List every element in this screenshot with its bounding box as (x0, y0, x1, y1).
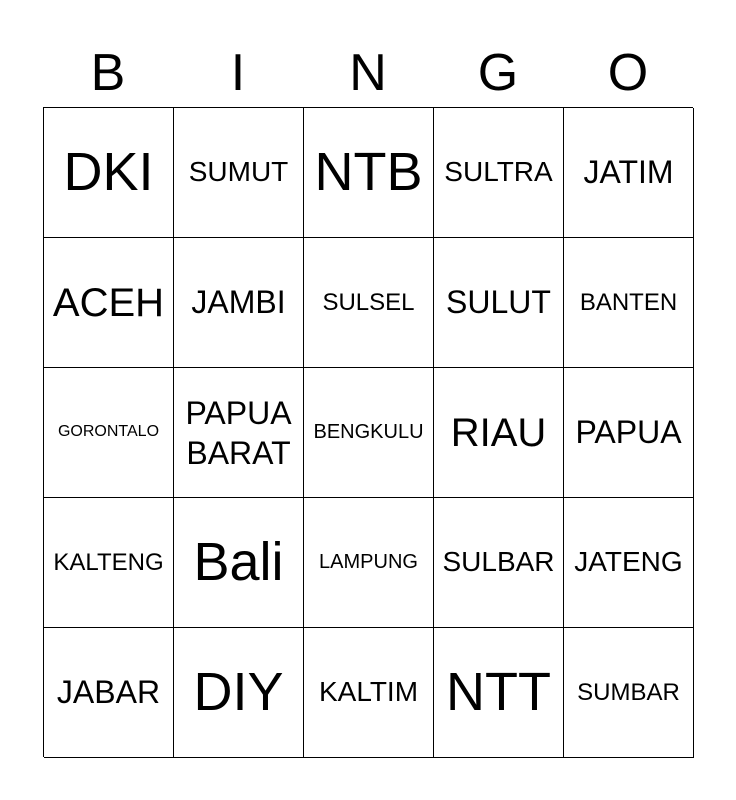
bingo-cell[interactable]: JABAR (44, 628, 174, 758)
header-letter-n: N (349, 44, 387, 102)
bingo-cell[interactable]: PAPUA (564, 368, 694, 498)
bingo-cell[interactable]: RIAU (434, 368, 564, 498)
bingo-cell[interactable]: SULSEL (304, 238, 434, 368)
bingo-cell[interactable]: SUMUT (174, 108, 304, 238)
bingo-cell[interactable]: BANTEN (564, 238, 694, 368)
bingo-cell[interactable]: SULTRA (434, 108, 564, 238)
header-letter-b: B (90, 44, 126, 102)
bingo-cell[interactable]: DIY (174, 628, 304, 758)
header-letter-g: G (477, 44, 519, 102)
bingo-cell[interactable]: GORONTALO (44, 368, 174, 498)
bingo-cell[interactable]: DKI (44, 108, 174, 238)
bingo-cell[interactable]: KALTIM (304, 628, 434, 758)
bingo-cell[interactable]: LAMPUNG (304, 498, 434, 628)
bingo-cell[interactable]: JATIM (564, 108, 694, 238)
bingo-cell[interactable]: BENGKULU (304, 368, 434, 498)
bingo-cell[interactable]: JATENG (564, 498, 694, 628)
bingo-board (43, 107, 693, 757)
bingo-cell[interactable]: SULBAR (434, 498, 564, 628)
bingo-cell[interactable]: JAMBI (174, 238, 304, 368)
bingo-cell[interactable]: ACEH (44, 238, 174, 368)
bingo-cell[interactable]: NTB (304, 108, 434, 238)
header-letter-o: O (607, 44, 649, 102)
bingo-header (43, 40, 693, 106)
bingo-cell[interactable]: SULUT (434, 238, 564, 368)
bingo-cell[interactable]: NTT (434, 628, 564, 758)
bingo-cell[interactable]: SUMBAR (564, 628, 694, 758)
header-letter-i: I (230, 44, 246, 102)
bingo-cell[interactable]: PAPUA BARAT (174, 368, 304, 498)
bingo-cell[interactable]: KALTENG (44, 498, 174, 628)
bingo-cell[interactable]: Bali (174, 498, 304, 628)
